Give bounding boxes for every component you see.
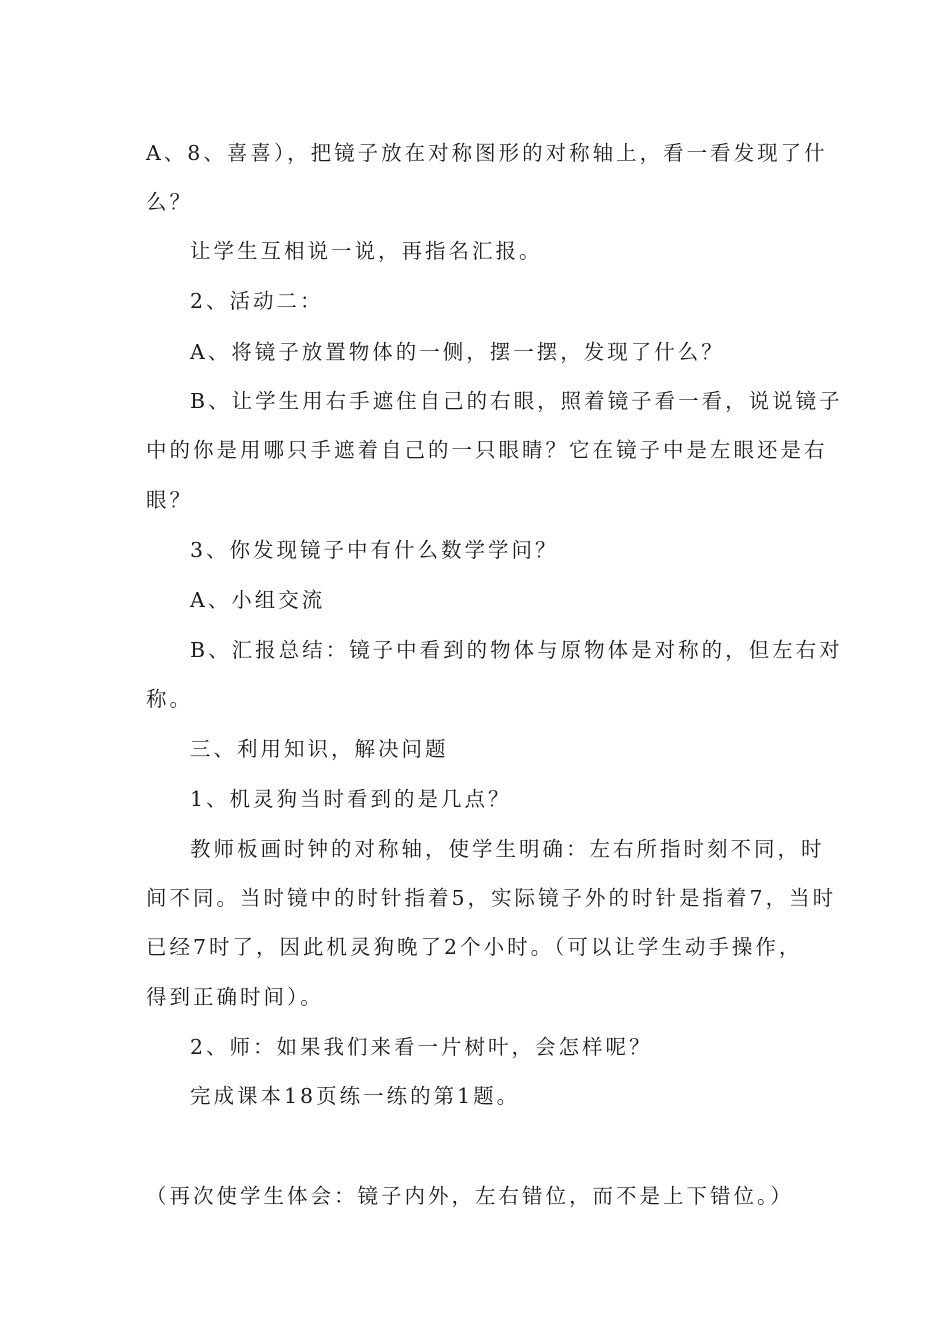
text-line: 中的你是用哪只手遮着自己的一只眼睛？它在镜子中是左眼还是右	[146, 438, 828, 462]
text-line: A、8、喜喜），把镜子放在对称图形的对称轴上，看一看发现了什	[146, 141, 828, 165]
text-line: B、汇报总结：镜子中看到的物体与原物体是对称的，但左右对	[190, 638, 843, 662]
text-line: 已经7时了，因此机灵狗晚了2个小时。（可以让学生动手操作，	[146, 935, 803, 959]
text-line: 完成课本18页练一练的第1题。	[190, 1084, 521, 1108]
text-line: A、将镜子放置物体的一侧，摆一摆，发现了什么？	[190, 340, 725, 364]
text-line: 三、利用知识，解决问题	[190, 737, 449, 761]
text-line: 1、机灵狗当时看到的是几点？	[190, 787, 512, 811]
text-line: 3、你发现镜子中有什么数学学问？	[190, 538, 559, 562]
text-line: 得到正确时间）。	[146, 985, 324, 1009]
text-line: 么？	[146, 190, 193, 214]
text-line: （再次使学生体会：镜子内外，左右错位，而不是上下错位。）	[146, 1184, 794, 1208]
text-line: 让学生互相说一说，再指名汇报。	[190, 239, 543, 263]
text-line: 间不同。当时镜中的时针指着5，实际镜子外的时针是指着7，当时	[146, 886, 837, 910]
text-line: 教师板画时钟的对称轴，使学生明确：左右所指时刻不同，时	[190, 837, 825, 861]
text-line: 称。	[146, 687, 193, 711]
text-line: 眼？	[146, 488, 193, 512]
text-line: 2、师：如果我们来看一片树叶，会怎样呢？	[190, 1035, 653, 1059]
text-line: B、让学生用右手遮住自己的右眼，照着镜子看一看，说说镜子	[190, 389, 843, 413]
text-line: A、小组交流	[190, 588, 326, 612]
text-line: 2、活动二：	[190, 289, 324, 313]
